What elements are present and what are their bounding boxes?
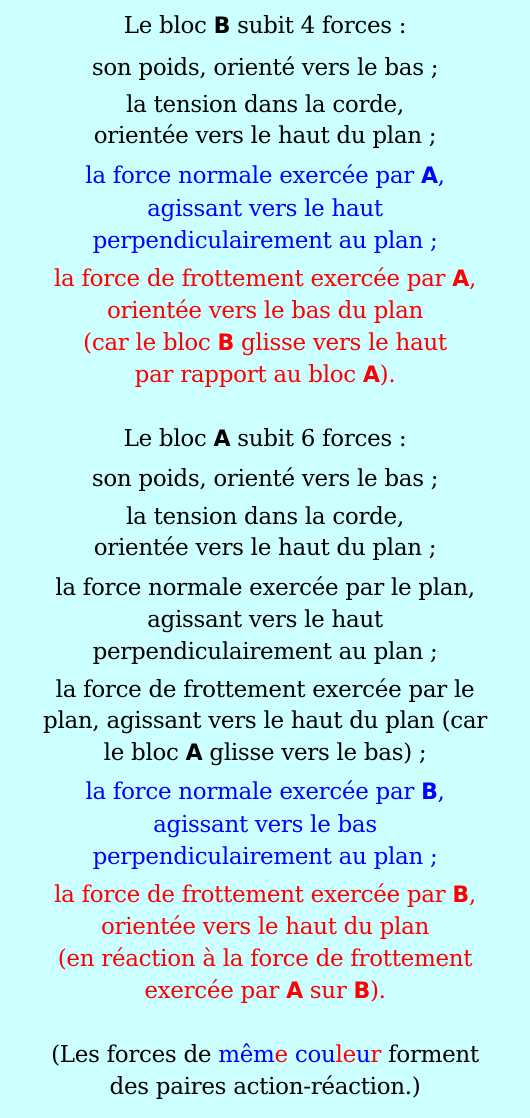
text-segment: (car le bloc: [83, 330, 218, 356]
block-b-line: [0, 264, 530, 294]
text-segment: la force de frottement exercée par: [54, 882, 453, 908]
block-a-line: [0, 880, 530, 910]
block-a-line: [0, 777, 530, 807]
text-segment: mêm: [218, 1042, 275, 1068]
text-segment: son poids, orienté vers le bas ;: [91, 466, 439, 492]
block-a-line: [0, 573, 530, 603]
block-label-b: B: [353, 979, 370, 1004]
text-segment: agissant vers le bas: [153, 812, 377, 838]
text-segment: la tension dans la corde,: [126, 504, 404, 530]
text-segment: agissant vers le haut: [147, 196, 383, 222]
block-a-line: [0, 424, 530, 454]
block-a-line: [0, 706, 530, 736]
text-segment: orientée vers le bas du plan: [107, 298, 423, 324]
text-segment: Le bloc: [123, 426, 214, 452]
text-segment: Le bloc: [123, 13, 214, 39]
block-a-line: [0, 533, 530, 563]
block-label-a: A: [286, 979, 303, 1004]
block-a-line: [0, 502, 530, 532]
text-segment: orientée vers le haut du plan ;: [93, 535, 437, 561]
text-segment: la force normale exercée par: [85, 779, 422, 805]
text-segment: le bloc: [103, 740, 186, 766]
text-segment: (en réaction à la force de frottement: [57, 946, 473, 972]
text-segment: son poids, orienté vers le bas ;: [91, 55, 439, 81]
text-segment: (Les forces de: [51, 1042, 219, 1068]
block-label-b: B: [421, 780, 438, 805]
text-segment: u: [355, 1042, 371, 1068]
block-b-line: [0, 161, 530, 191]
text-segment: ).: [370, 978, 386, 1004]
text-segment: exercée par: [144, 978, 287, 1004]
block-a-line: [0, 637, 530, 667]
text-segment: la force de frottement exercée par le: [55, 677, 475, 703]
text-segment: sur: [302, 978, 354, 1004]
block-b-line: [0, 328, 530, 358]
text-segment: [288, 1042, 295, 1068]
block-label-b: B: [217, 331, 234, 356]
block-label-a: A: [420, 164, 438, 189]
block-label-b: B: [452, 883, 469, 908]
text-segment: la tension dans la corde,: [126, 92, 404, 118]
block-b-line: [0, 11, 530, 41]
text-segment: ,: [468, 882, 476, 908]
text-segment: cou: [294, 1042, 336, 1068]
block-label-b: B: [213, 14, 231, 39]
text-segment: ,: [469, 266, 477, 292]
block-a-line: [0, 912, 530, 942]
text-segment: e: [274, 1042, 288, 1068]
text-segment: perpendiculairement au plan ;: [92, 639, 438, 665]
block-a-line: [0, 464, 530, 494]
block-b-line: [0, 226, 530, 256]
text-segment: des paires action-réaction.): [109, 1074, 421, 1100]
block-b-line: [0, 296, 530, 326]
block-a-line: [0, 810, 530, 840]
block-a-line: [0, 605, 530, 635]
text-segment: la force normale exercée par le plan,: [55, 575, 475, 601]
text-segment: forment: [381, 1042, 479, 1068]
text-segment: le: [335, 1042, 356, 1068]
text-segment: orientée vers le haut du plan ;: [93, 123, 437, 149]
block-label-a: A: [452, 267, 469, 292]
text-segment: ,: [437, 779, 445, 805]
text-segment: subit 6 forces :: [230, 426, 407, 452]
note-line: [0, 1072, 530, 1102]
text-segment: agissant vers le haut: [147, 607, 383, 633]
text-segment: subit 4 forces :: [230, 13, 407, 39]
text-segment: par rapport au bloc: [134, 362, 363, 388]
text-segment: perpendiculairement au plan ;: [92, 844, 438, 870]
block-b-line: [0, 121, 530, 151]
block-label-a: A: [213, 427, 231, 452]
block-a-line: [0, 944, 530, 974]
block-a-line: [0, 976, 530, 1006]
text-segment: la force normale exercée par: [85, 163, 421, 189]
block-b-line: [0, 360, 530, 390]
text-segment: ,: [437, 163, 445, 189]
note-line: [0, 1040, 530, 1070]
block-a-line: [0, 842, 530, 872]
block-label-a: A: [362, 363, 380, 388]
text-segment: r: [370, 1042, 382, 1068]
block-b-line: [0, 53, 530, 83]
text-segment: perpendiculairement au plan ;: [92, 228, 438, 254]
text-segment: la force de frottement exercée par: [53, 266, 453, 292]
block-b-line: [0, 194, 530, 224]
block-b-line: [0, 90, 530, 120]
block-a-line: [0, 675, 530, 705]
text-segment: plan, agissant vers le haut du plan (car: [43, 708, 487, 734]
text-segment: orientée vers le haut du plan: [100, 914, 430, 940]
text-segment: glisse vers le bas) ;: [202, 740, 427, 766]
text-segment: glisse vers le haut: [233, 330, 447, 356]
block-a-line: [0, 738, 530, 768]
text-segment: ).: [379, 362, 396, 388]
block-label-a: A: [185, 741, 203, 766]
